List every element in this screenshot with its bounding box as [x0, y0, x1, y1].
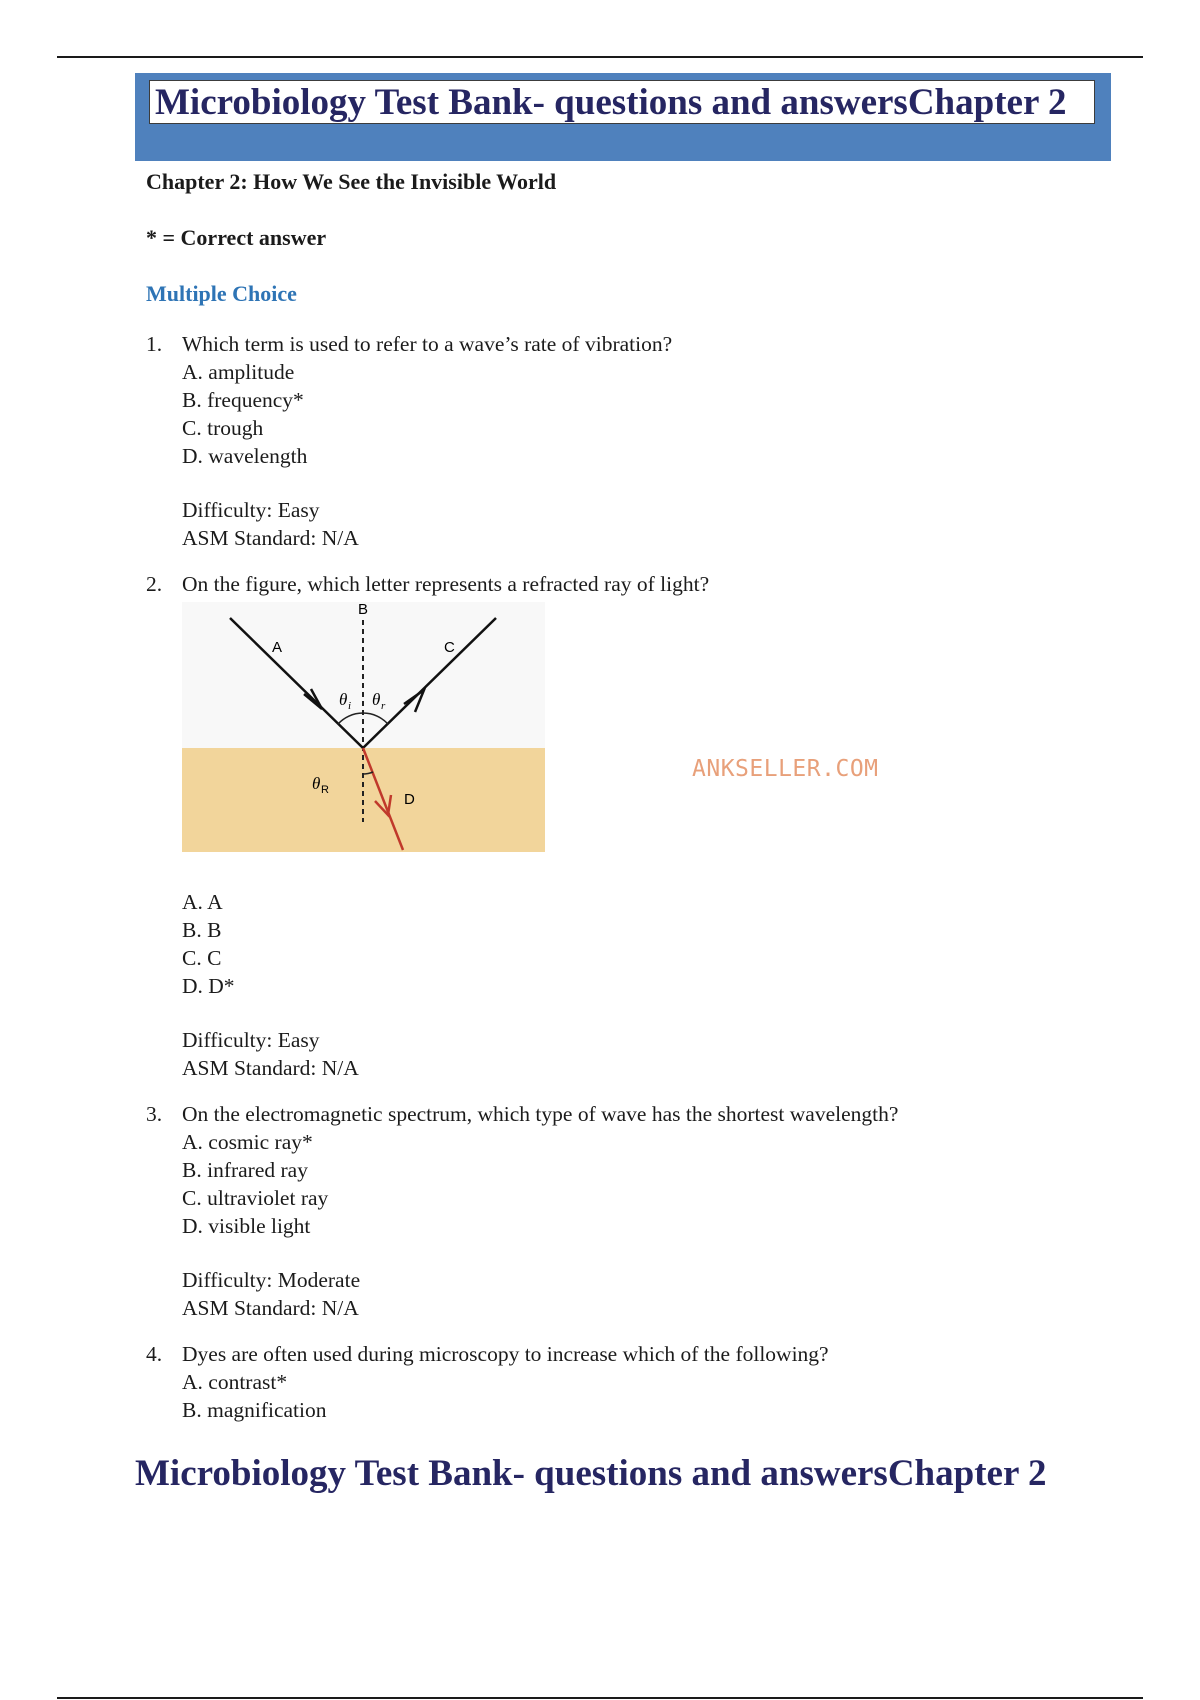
refraction-figure — [182, 602, 582, 852]
watermark-text: ANKSELLER.COM — [692, 756, 879, 782]
chapter-heading: Chapter 2: How We See the Invisible World — [146, 169, 557, 194]
bottom-rule — [57, 1697, 1143, 1699]
asm-standard: ASM Standard: N/A — [182, 1296, 359, 1320]
top-rule — [57, 56, 1143, 58]
option-a: A. contrast* — [182, 1370, 288, 1394]
option-d: D. wavelength — [182, 444, 308, 468]
angle-reflection-theta: θ — [372, 690, 381, 709]
option-d: D. D* — [182, 974, 235, 998]
option-b: B. magnification — [182, 1398, 327, 1422]
angle-reflection-sub: r — [381, 700, 386, 712]
question-number: 2. — [146, 572, 163, 596]
question-1 — [146, 330, 1146, 552]
label-a: A — [272, 639, 283, 656]
document-body — [146, 164, 1146, 1424]
question-3 — [146, 1100, 1146, 1322]
question-2 — [146, 570, 1146, 1082]
question-number: 1. — [146, 332, 163, 356]
title-box — [149, 80, 1095, 124]
label-c: C — [444, 639, 455, 656]
refraction-diagram — [182, 602, 582, 852]
option-c: C. ultraviolet ray — [182, 1186, 329, 1210]
footer-title: Microbiology Test Bank- questions and answersChapter 2 — [135, 1453, 1047, 1494]
question-stem: On the electromagnetic spectrum, which type of wave has the shortest wavelength? — [182, 1102, 899, 1126]
option-b: B. frequency* — [182, 388, 304, 412]
option-d: D. visible light — [182, 1214, 311, 1238]
option-a: A. amplitude — [182, 360, 295, 384]
question-stem: On the figure, which letter represents a refracted ray of light? — [182, 572, 710, 596]
asm-standard: ASM Standard: N/A — [182, 526, 359, 550]
question-meta — [182, 1026, 1146, 1082]
label-b: B — [358, 602, 369, 618]
difficulty: Difficulty: Easy — [182, 498, 320, 522]
label-d: D — [404, 791, 415, 808]
question-meta — [182, 1266, 1146, 1322]
option-a: A. cosmic ray* — [182, 1130, 313, 1154]
asm-standard: ASM Standard: N/A — [182, 1056, 359, 1080]
title-banner — [135, 73, 1111, 161]
section-heading: Multiple Choice — [146, 281, 297, 306]
option-a: A. A — [182, 890, 223, 914]
question-stem: Dyes are often used during microscopy to increase which of the following? — [182, 1342, 829, 1366]
question-stem: Which term is used to refer to a wave’s rate of vibration? — [182, 332, 673, 356]
option-c: C. trough — [182, 416, 264, 440]
question-number: 4. — [146, 1342, 163, 1366]
difficulty: Difficulty: Moderate — [182, 1268, 361, 1292]
angle-incidence-theta: θ — [339, 690, 348, 709]
difficulty: Difficulty: Easy — [182, 1028, 320, 1052]
answer-key-note: * = Correct answer — [146, 225, 327, 250]
question-meta — [182, 496, 1146, 552]
question-number: 3. — [146, 1102, 163, 1126]
question-4 — [146, 1340, 1146, 1424]
document-title: Microbiology Test Bank- questions and answersChapter 2 — [155, 82, 1067, 123]
option-b: B. infrared ray — [182, 1158, 308, 1182]
angle-incidence-sub: i — [348, 700, 352, 712]
angle-refraction-theta: θ — [312, 774, 321, 793]
angle-refraction-sub: R — [321, 784, 329, 796]
option-b: B. B — [182, 918, 222, 942]
option-c: C. C — [182, 946, 222, 970]
